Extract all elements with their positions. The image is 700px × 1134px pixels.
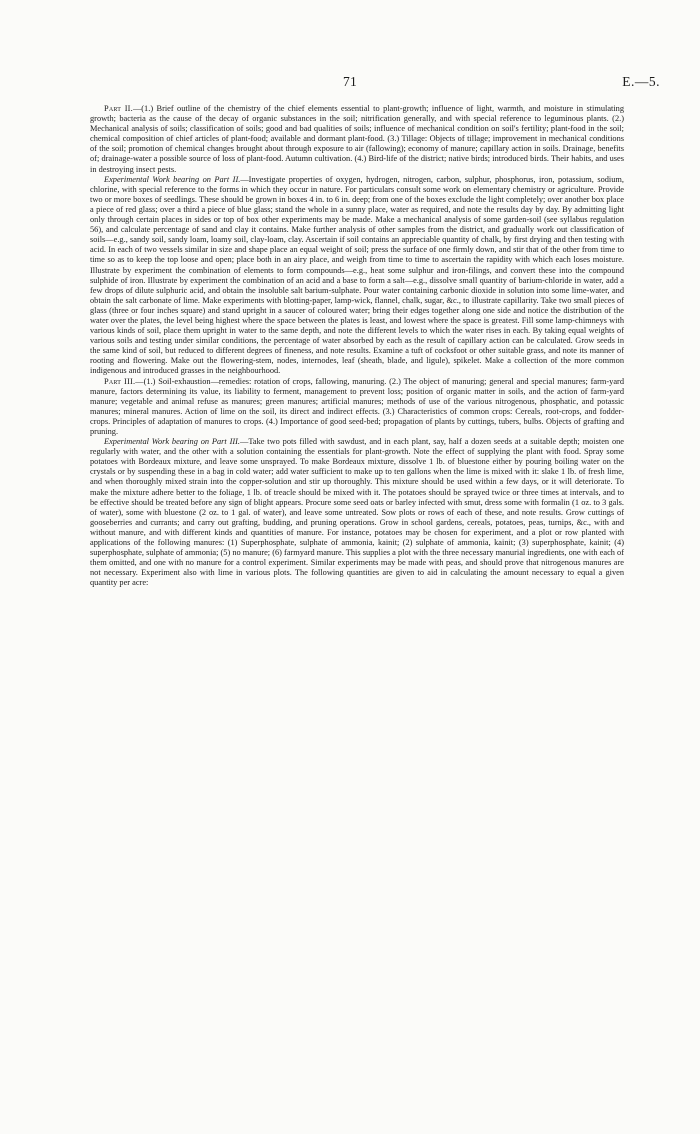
paragraph-experimental-part-iii: [90, 437, 624, 588]
paragraph-part-ii: [90, 104, 624, 175]
paragraph-text: —Take two pots filled with sawdust, and in each plant, say, half a dozen seeds at a suitable depth; moisten one regularly with water, and the other with a solution containing the essentials for plant-growth. Note the effect of supplying the plant with food. Spray some potatoes with Bordeaux mixture, and leave some unsprayed. To make Bordeaux mixture, dissolve 1 lb. of bluestone either by pouring boiling water on the crystals or by suspending these in a bag in cold water; add water sufficient to make up to ten gallons when the lime is mixed with it: slake 1 lb. of fresh lime, and when thoroughly mixed strain into the copper-solution and stir up thoroughly. This mixture should be used within a few days, or it will deteriorate. To make the mixture adhere better to the foliage, 1 lb. of treacle should be mixed with it. The potatoes should be sprayed twice or three times at intervals, and to be effective should be treated before any sign of blight appears. Procure some seed oats or barley infected with smut, dress some with formalin (1 oz. to 3 gals. of water), some with bluestone (2 oz. to 1 gal. of water), and leave some untreated. Sow plots or rows of each of these, and note results. Grow cuttings of gooseberries and currants; and carry out grafting, budding, and pruning operations. Grow in school gardens, cereals, potatoes, peas, turnips, &c., with and without manure, and with different kinds and quantities of manure. For instance, potatoes may be chosen for experiment, and a plot or row planted with applications of the following manures: (1) Superphosphate, sulphate of ammonia, kainit; (2) sulphate of ammonia, kainit; (3) superphosphate, kainit; (4) superphosphate, sulphate of ammonia; (5) no manure; (6) farmyard manure. This supplies a plot with the three necessary manurial ingredients, one with each of them omitted, and one with no manure for a control experiment. Similar experiments may be made with peas, and should prove that nitrogenous manures are not necessary. Experiment also with lime in various plots. The following quantities are given to aid in calculating the amount necessary to equal a given quantity per acre:: [90, 437, 624, 588]
body-text: [90, 104, 624, 589]
paragraph-heading: Part II.: [104, 104, 133, 113]
paragraph-part-iii: [90, 377, 624, 438]
paragraph-heading: Part III.: [104, 376, 136, 386]
paragraph-heading: Experimental Work bearing on Part II.: [104, 174, 241, 184]
paragraph-text: —(1.) Soil-exhaustion—remedies: rotation of crops, fallowing, manuring. (2.) The object of manuring; general and special manures; farm-yard manure, factors determining its value, its liability to ferment, management to prevent loss; position of organic matter in soils, and the action of farm-yard manure; vegetable and animal refuse as manures; green manures; artificial manures; methods of use of the various nitrogenous, phosphatic, and potassic manures; mineral manures. Action of lime on the soil, its direct and indirect effects. (3.) Characteristics of common crops: Cereals, root-crops, and fodder-crops. Principles of adaptation of manures to crops. (4.) Importance of good seed-bed; propagation of plants by cuttings, tubers, bulbs. Objects of grafting and pruning.: [90, 376, 624, 436]
paragraph-experimental-part-ii: [90, 175, 624, 377]
document-reference: E.—5.: [622, 74, 660, 89]
paragraph-text: —(1.) Brief outline of the chemistry of the chief elements essential to plant-growth; influence of light, warmth, and moisture in stimulating growth; bacteria as the cause of the decay of organic substances in the soil; nitrification generally, and with special reference to leguminous plants. (2.) Mechanical analysis of soils; classification of soils; good and bad qualities of soils; influence of mechanical condition on soil's fertility; plant-food in the soil; chemical composition of chief articles of plant-food; available and dormant plant-food. (3.) Tillage: Objects of tillage; improvement in mechanical conditions of the soil; promotion of chemical changes brought about through exposure to air (fallowing); economy of manure; capillary action in soils. Drainage, benefits of; drainage-water a possible source of loss of plant-food. Autumn cultivation. (4.) Bird-life of the district; native birds; introduced birds. Their habits, and uses in destroying insect pests.: [90, 104, 624, 174]
paragraph-text: —Investigate properties of oxygen, hydrogen, nitrogen, carbon, sulphur, phosphorus, iron, potassium, sodium, chlorine, with special reference to the forms in which they occur in nature. For particulars consult some work on elementary chemistry or agriculture. Provide two or more boxes of seedlings. These should be grown in boxes 4 in. to 6 in. deep; from one of the boxes exclude the light completely; over another box place a piece of red glass; over a third a piece of blue glass; stand the whole in a sunny place, water as required, and note the results day by day. By admitting light only through certain places in sides or top of box other experiments may be made. Make a mechanical analysis of some garden-soil (see syllabus regulation 56), and calculate percentage of sand and clay it contains. Make further analysis of other samples from the district, and gradually work out classification of soils—e.g., sandy soil, sandy loam, loamy soil, clay-loam, clay. Ascertain if soil contains an appreciable quantity of chalk, by first drying and then testing with acid. In each of two vessels similar in size and shape place an equal weight of soil; press the surface of one firmly down, and stir that of the other from time to time so as to keep the top loose and open; place both in an airy place, and weigh from time to time to ascertain the rapidity with which each loses moisture. Illustrate by experiment the combination of elements to form compounds—e.g., heat some sulphur and iron-filings, and convert these into the compound sulphide of iron. Illustrate by experiment the combination of an acid and a base to form a salt—e.g., dissolve small quantity of barium-chloride in water, add a few drops of dilute sulphuric acid, and obtain the insoluble salt barium-sulphate. Pour water containing carbonic dioxide in solution into some lime-water, and obtain the salt carbonate of lime. Make experiments with blotting-paper, lamp-wick, flannel, chalk, sugar, &c., to illustrate capillarity. Take two small pieces of glass (three or four inches square) and stand upright in a saucer of coloured water; bring their edges together along one side and notice the distribution of the water over the plates, the level being highest where the space between the plates is least, and lowest where the space is greatest. Fill some lamp-chimneys with various kinds of soil, place them upright in water to the same depth, and note the different levels to which the water rises in each. By taking equal weights of various soils and testing under similar conditions, the percentage of water absorbed by each as the result of capillary action can be calculated. Grow seeds in the same kind of soil, but reduced to different degrees of fineness, and note results. Examine a tuft of cocksfoot or other suitable grass, and note its manner of rooting and flowering. Make out the flowering-stem, nodes, internodes, leaf (sheath, blade, and ligule), spikelet. Make a collection of the more common indigenous and introduced grasses in the neighbourhood.: [90, 174, 624, 376]
paragraph-heading: Experimental Work bearing on Part III.: [104, 437, 241, 447]
page-number: 71: [342, 74, 358, 89]
